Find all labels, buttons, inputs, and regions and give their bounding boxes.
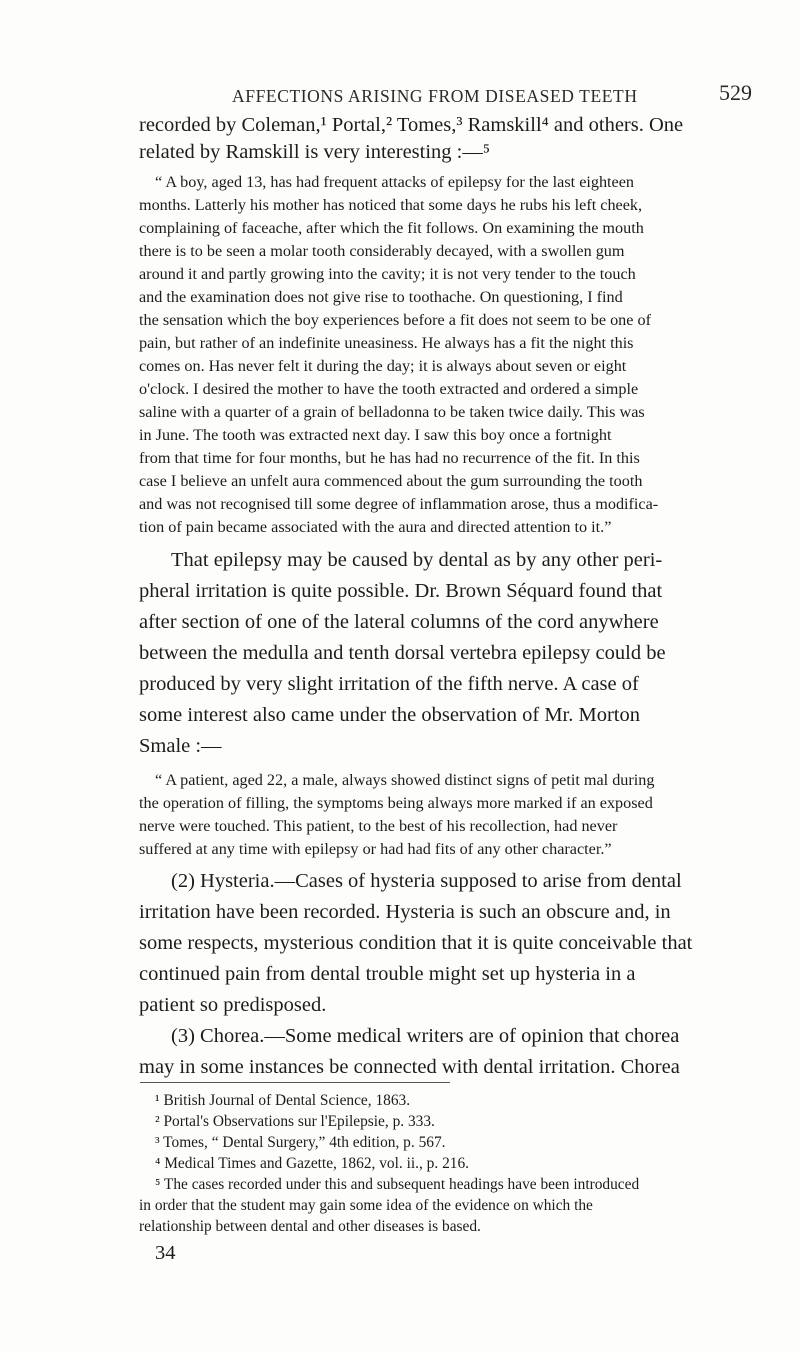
quote2-line-1: “ A patient, aged 22, a male, always showed distinct signs of petit mal during bbox=[155, 771, 655, 789]
footnote-3: ³ Tomes, “ Dental Surgery,” 4th edition, p. 567. bbox=[155, 1134, 446, 1151]
quote2-line-2: the operation of filling, the symptoms being always more marked if an exposed bbox=[139, 794, 653, 812]
para2-line-3: after section of one of the lateral columns of the cord anywhere bbox=[139, 611, 659, 633]
footnote-1: ¹ British Journal of Dental Science, 1863. bbox=[155, 1092, 411, 1109]
intro-line-1: recorded by Coleman,¹ Portal,² Tomes,³ Ramskill⁴ and others. One bbox=[139, 114, 684, 136]
quote1-line-4: there is to be seen a molar tooth considerably decayed, with a swollen gum bbox=[139, 242, 625, 260]
quote1-line-10: o'clock. I desired the mother to have the tooth extracted and ordered a simple bbox=[139, 380, 639, 398]
quote1-line-8: pain, but rather of an indefinite uneasiness. He always has a fit the night this bbox=[139, 334, 634, 352]
quote1-line-7: the sensation which the boy experiences before a fit does not seem to be one of bbox=[139, 311, 651, 329]
footnote-7: relationship between dental and other diseases is based. bbox=[139, 1218, 481, 1235]
quote1-line-9: comes on. Has never felt it during the day; it is always about seven or eight bbox=[139, 357, 627, 375]
para2-line-4: between the medulla and tenth dorsal vertebra epilepsy could be bbox=[139, 642, 666, 664]
quote1-line-1: “ A boy, aged 13, has had frequent attacks of epilepsy for the last eighteen bbox=[155, 173, 635, 191]
para2-line-7: Smale :— bbox=[139, 735, 222, 757]
hysteria-line-2: irritation have been recorded. Hysteria is such an obscure and, in bbox=[139, 901, 671, 923]
quote1-line-14: case I believe an unfelt aura commenced about the gum surrounding the tooth bbox=[139, 472, 643, 490]
chorea-line-1: (3) Chorea.—Some medical writers are of opinion that chorea bbox=[171, 1025, 680, 1047]
page-number: 529 bbox=[719, 80, 752, 105]
hysteria-line-4: continued pain from dental trouble might set up hysteria in a bbox=[139, 963, 636, 985]
quote2-line-3: nerve were touched. This patient, to the best of his recollection, had never bbox=[139, 817, 618, 835]
quote1-line-11: saline with a quarter of a grain of belladonna to be taken twice daily. This was bbox=[139, 403, 645, 421]
quote1-line-16: tion of pain became associated with the aura and directed attention to it.” bbox=[139, 518, 612, 536]
intro-line-2: related by Ramskill is very interesting :—⁵ bbox=[139, 141, 491, 163]
footnote-2: ² Portal's Observations sur l'Epilepsie, p. 333. bbox=[155, 1113, 435, 1130]
para2-line-5: produced by very slight irritation of the fifth nerve. A case of bbox=[139, 673, 639, 695]
quote1-line-3: complaining of faceache, after which the fit follows. On examining the mouth bbox=[139, 219, 644, 237]
para2-line-6: some interest also came under the observation of Mr. Morton bbox=[139, 704, 640, 726]
footnote-6: in order that the student may gain some idea of the evidence on which the bbox=[139, 1197, 593, 1214]
quote2-line-4: suffered at any time with epilepsy or had had fits of any other character.” bbox=[139, 840, 612, 858]
footnote-5: ⁵ The cases recorded under this and subsequent headings have been introduced bbox=[155, 1176, 640, 1193]
signature-mark: 34 bbox=[155, 1242, 176, 1264]
quote1-line-12: in June. The tooth was extracted next day. I saw this boy once a fortnight bbox=[139, 426, 612, 444]
quote1-line-13: from that time for four months, but he has had no recurrence of the fit. In this bbox=[139, 449, 640, 467]
quote1-line-2: months. Latterly his mother has noticed that some days he rubs his left cheek, bbox=[139, 196, 643, 214]
para2-line-1: That epilepsy may be caused by dental as by any other peri- bbox=[171, 549, 663, 571]
hysteria-line-5: patient so predisposed. bbox=[139, 994, 327, 1016]
chorea-line-2: may in some instances be connected with dental irritation. Chorea bbox=[139, 1056, 680, 1078]
footnote-rule bbox=[140, 1082, 450, 1083]
hysteria-line-3: some respects, mysterious condition that it is quite conceivable that bbox=[139, 932, 693, 954]
hysteria-line-1: (2) Hysteria.—Cases of hysteria supposed to arise from dental bbox=[171, 870, 682, 892]
quote1-line-5: around it and partly growing into the cavity; it is not very tender to the touch bbox=[139, 265, 636, 283]
running-head: AFFECTIONS ARISING FROM DISEASED TEETH bbox=[232, 86, 638, 106]
para2-line-2: pheral irritation is quite possible. Dr. Brown Séquard found that bbox=[139, 580, 663, 602]
quote1-line-6: and the examination does not give rise to toothache. On questioning, I find bbox=[139, 288, 623, 306]
quote1-line-15: and was not recognised till some degree of inflammation arose, thus a modifica- bbox=[139, 495, 659, 513]
footnote-4: ⁴ Medical Times and Gazette, 1862, vol. ii., p. 216. bbox=[155, 1155, 469, 1172]
